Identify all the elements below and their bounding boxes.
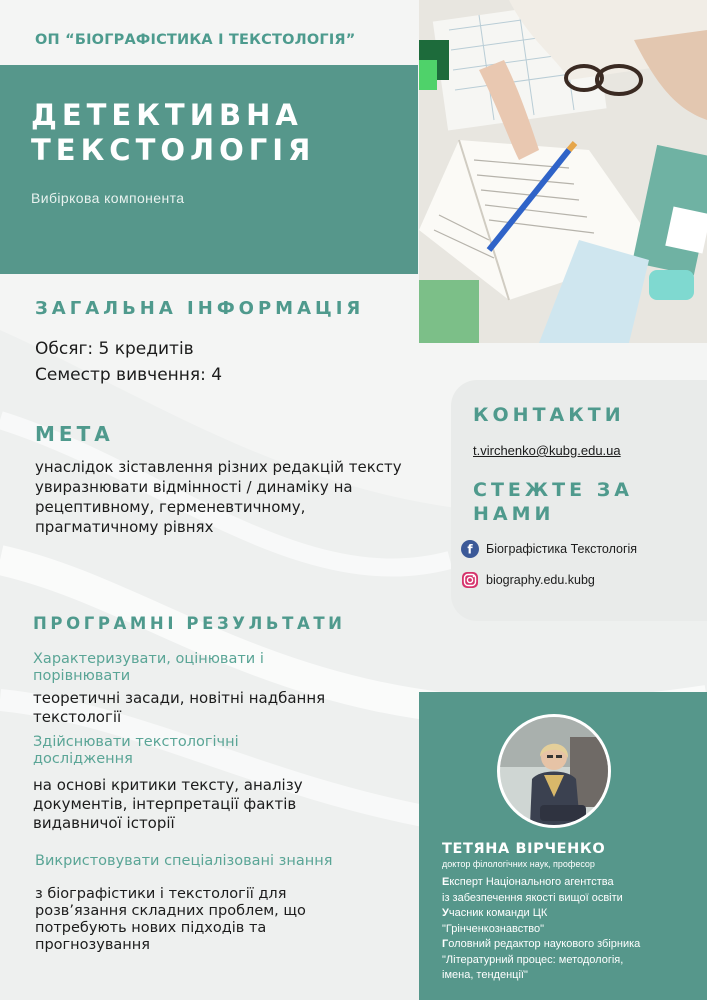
- credits-volume: Обсяг: 5 кредитів: [35, 339, 194, 359]
- svg-text:f: f: [467, 542, 473, 557]
- role1-initial: Е: [442, 876, 450, 888]
- role3-initial: Г: [442, 938, 449, 950]
- general-info-heading: ЗАГАЛЬНА ІНФОРМАЦІЯ: [35, 298, 365, 319]
- lecturer-name: ТЕТЯНА ВІРЧЕНКО: [442, 841, 606, 857]
- role2-line2: "Грінченкознавство": [442, 922, 544, 935]
- result-3-text: з біографістики і текстології для розв’язання складних проблем, що потребують нових підходів та прогнозування: [35, 886, 306, 953]
- hero-banner: [0, 65, 418, 274]
- contacts-heading: КОНТАКТИ: [473, 404, 625, 426]
- role1-line2: із забезпечення якості вищої освіти: [442, 891, 623, 904]
- role2-initial: У: [442, 907, 449, 919]
- role1-text: ксперт Національного агентства: [449, 876, 614, 888]
- instagram-icon: [461, 571, 479, 589]
- course-type: Вибіркова компонента: [31, 190, 185, 206]
- course-title-line1: ДЕТЕКТИВНА: [31, 98, 303, 132]
- goal-text: унаслідок зіставлення різних редакцій тексту увиразнювати відмінності / динаміку на рецептивному, герменевтичному, прагматичному рівнях: [35, 458, 402, 536]
- program-name: ОП “БІОГРАФІСТИКА І ТЕКСТОЛОГІЯ”: [35, 32, 356, 48]
- facebook-label: Біографістика Текстологія: [486, 542, 638, 556]
- goal-heading: МЕТА: [35, 422, 114, 446]
- results-heading: ПРОГРАМНІ РЕЗУЛЬТАТИ: [33, 614, 346, 633]
- lecturer-portrait: [500, 717, 608, 825]
- role3-line3: імена, тенденції": [442, 969, 528, 981]
- instagram-label: biography.edu.kubg: [486, 573, 595, 587]
- result-3-heading: Викристовувати спеціалізовані знання: [35, 853, 333, 869]
- contact-email-link[interactable]: t.virchenko@kubg.edu.ua: [473, 443, 621, 458]
- lecturer-roles: [442, 875, 697, 984]
- course-title-line2: ТЕКСТОЛОГІЯ: [31, 133, 316, 167]
- lecturer-avatar: [497, 714, 611, 828]
- facebook-link[interactable]: [461, 540, 637, 558]
- result-2-text: на основі критики тексту, аналізу документів, інтерпретації фактів видавничої історії: [33, 776, 303, 832]
- follow-heading: СТЕЖТЕ ЗА НАМИ: [473, 479, 633, 525]
- lecturer-degree: доктор філологічних наук, професор: [442, 859, 595, 869]
- lecturer-card: [419, 692, 707, 1000]
- study-photo-illustration: [419, 0, 707, 343]
- instagram-link[interactable]: [461, 571, 595, 589]
- study-photo: [419, 0, 707, 343]
- result-1-heading: Характеризувати, оцінювати і порівнювати: [33, 651, 264, 684]
- role3-line2: "Літературний процес: методологія,: [442, 953, 624, 966]
- role2-text: часник команди ЦК: [448, 907, 548, 919]
- result-1-text: теоретичні засади, новітні надбання текстології: [33, 689, 326, 726]
- role3-text: оловний редактор наукового збірника: [448, 938, 641, 950]
- facebook-icon: [461, 540, 479, 558]
- contacts-panel: [451, 380, 707, 621]
- course-title: [31, 98, 411, 168]
- result-2-heading: Здійснювати текстологічні дослідження: [33, 734, 239, 767]
- semester: Семестр вивчення: 4: [35, 365, 223, 385]
